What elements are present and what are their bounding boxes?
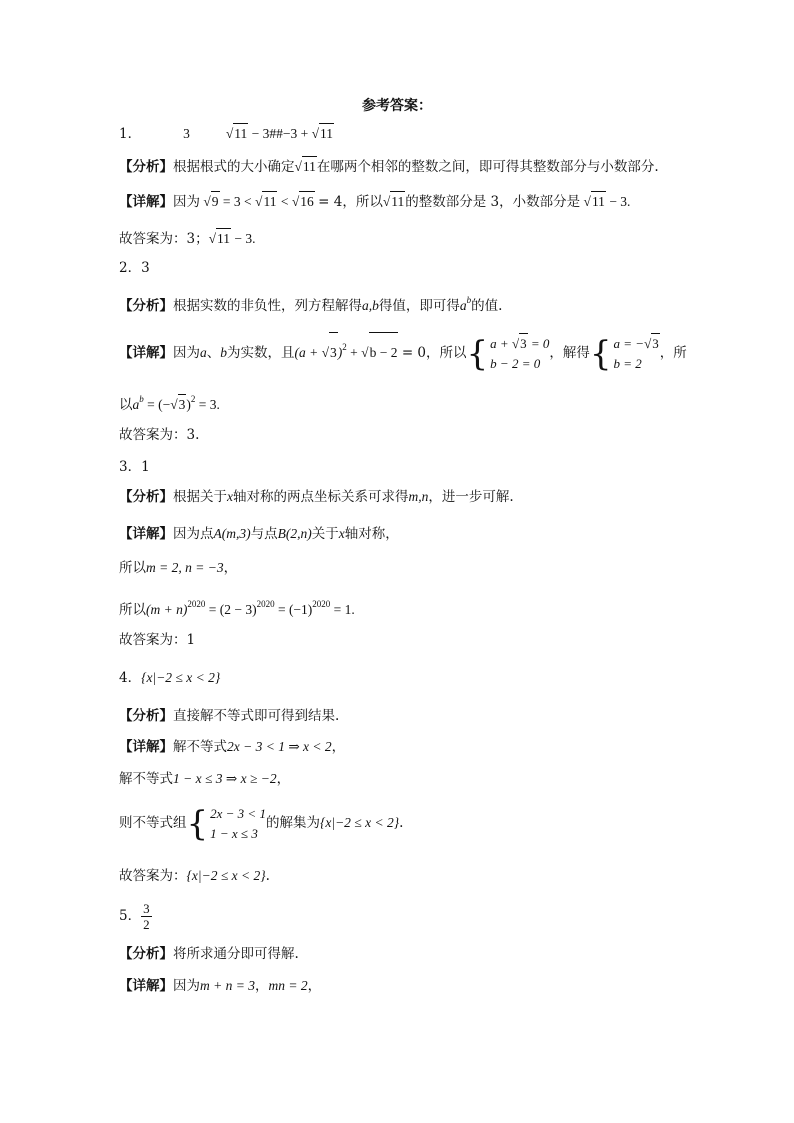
q4-analysis: 【分析】直接解不等式即可得到结果. — [119, 708, 340, 724]
q3-answer-line: 3．1 — [119, 459, 150, 475]
q1-answer-1: 3 — [183, 126, 190, 141]
q1-answer-2: √11 − 3##−3 + √11 — [226, 126, 334, 141]
q5-analysis: 【分析】将所求通分即可得解. — [119, 946, 299, 962]
q4-detail: 【详解】解不等式2x − 3 < 1 ⇒ x < 2， — [119, 739, 346, 755]
q4-line2: 解不等式1 − x ≤ 3 ⇒ x ≥ −2， — [119, 771, 291, 787]
q1-answer-line — [119, 123, 334, 144]
q1-final: 故答案为：3；√11 − 3. — [119, 228, 256, 249]
q3-analysis: 【分析】根据关于x轴对称的两点坐标关系可求得m,n，进一步可解. — [119, 489, 514, 505]
q4-answer-line: 4．{x|−2 ≤ x < 2} — [119, 670, 221, 686]
q3-detail: 【详解】因为点A(m,3)与点B(2,n)关于x轴对称， — [119, 526, 399, 542]
q2-final: 故答案为：3. — [119, 427, 200, 443]
detail-tag: 【详解】 — [119, 194, 173, 210]
q3-line2: 所以m = 2, n = −3， — [119, 560, 238, 576]
q5-detail: 【详解】因为m + n = 3，mn = 2， — [119, 978, 322, 994]
analysis-tag: 【分析】 — [119, 159, 173, 175]
q5-answer-line: 5． $\frac{3}{2}$ — [119, 901, 150, 932]
q4-system: { 2x − 3 < 1 1 − x ≤ 3 — [186, 803, 266, 844]
q4-line3: 则不等式组 { 2x − 3 < 1 1 − x ≤ 3 的解集为{x|−2 ≤ x < 2}. — [119, 803, 404, 844]
q2-system-2: { a = −√3 b = 2 — [589, 333, 659, 374]
q2-detail-cont: 以$a^b = (-√3)^2 = 3$. — [119, 394, 220, 413]
q2-detail: 【详解】因为a、b为实数，且$(a + √3)^2 + √b - 2 = 0$，所以 { a + √3 = 0 b − 2 = 0 ，解得 { a = −√3 b = 2 ，所 — [119, 333, 687, 374]
q4-final: 故答案为：{x|−2 ≤ x < 2}. — [119, 868, 270, 884]
q2-system-1: { a + √3 = 0 b − 2 = 0 — [466, 333, 550, 374]
q1-detail: 【详解】因为 √9 = 3 < √11 < √16 = 4，所以√11的整数部分是 3，小数部分是 √11 − 3. — [119, 191, 630, 212]
q2-answer-line: 2．3 — [119, 260, 150, 276]
q5-fraction: $\frac{3}{2}$ — [143, 901, 150, 932]
q2-analysis: 【分析】根据实数的非负性，列方程解得a,b得值，即可得$a^b$的值. — [119, 295, 503, 314]
q3-line3: 所以$(m + n)^{2020} = (2 - 3)^{2020} = (-1)^{2020} = 1$. — [119, 599, 355, 618]
q3-final: 故答案为：1 — [119, 632, 196, 648]
page-title: 参考答案： — [362, 98, 432, 114]
q1-number: 1． — [119, 126, 142, 142]
q1-analysis: 【分析】根据根式的大小确定√11在哪两个相邻的整数之间，即可得其整数部分与小数部分. — [119, 156, 659, 177]
